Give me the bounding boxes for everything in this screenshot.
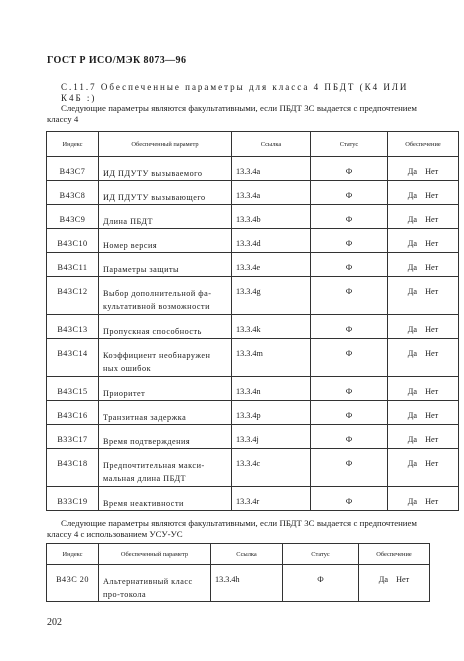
row-parameter: Номер версия: [99, 229, 232, 253]
row-reference: 13.3.4a: [232, 157, 311, 181]
row-status: Ф: [311, 205, 388, 229]
table-row: [47, 181, 459, 205]
table-row: [47, 157, 459, 181]
row-index: В43С13: [47, 315, 99, 339]
table-header-row: [47, 544, 430, 565]
row-index: В43С9: [47, 205, 99, 229]
row-support: Да Нет: [388, 229, 459, 253]
row-index: В43С7: [47, 157, 99, 181]
row-parameter: Время подтверждения: [99, 425, 232, 449]
row-reference: 13.3.4b: [232, 205, 311, 229]
row-status: Ф: [311, 449, 388, 487]
table-row: [47, 253, 459, 277]
section-title: C.11.7 Обеспеченные параметры для класса 4 ПБДТ (К4 ИЛИ К4Б :): [61, 82, 409, 103]
row-status: Ф: [311, 229, 388, 253]
row-support: Да Нет: [388, 377, 459, 401]
header-ref: Ссылка: [232, 132, 311, 157]
parameters-table-1: [46, 131, 459, 511]
row-support: Да Нет: [388, 315, 459, 339]
row-reference: 13.3.4r: [232, 487, 311, 511]
row-index: В43С 20: [47, 565, 99, 602]
table-row: [47, 487, 459, 511]
row-support: Да Нет: [388, 449, 459, 487]
row-status: Ф: [311, 157, 388, 181]
row-support: Да Нет: [388, 487, 459, 511]
row-status: Ф: [311, 315, 388, 339]
row-status: Ф: [311, 339, 388, 377]
row-index: В43С12: [47, 277, 99, 315]
row-support: Да Нет: [388, 181, 459, 205]
row-parameter: ИД ПДУТУ вызываемого: [99, 157, 232, 181]
table-row: [47, 229, 459, 253]
row-parameter: Коэффициент необнаружен ных ошибок: [99, 339, 232, 377]
row-support: Да Нет: [388, 205, 459, 229]
header-status: Статус: [311, 132, 388, 157]
row-support: Да Нет: [388, 277, 459, 315]
row-index: В43С10: [47, 229, 99, 253]
table-row: [47, 377, 459, 401]
table-row: [47, 449, 459, 487]
row-parameter: Альтернативный класс про-токола: [99, 565, 211, 602]
parameters-table-2: [46, 543, 430, 602]
header-param: Обеспеченный параметр: [99, 132, 232, 157]
header-support: Обеспечение: [359, 544, 430, 565]
table-row: [47, 565, 430, 602]
row-parameter: Транзитная задержка: [99, 401, 232, 425]
row-index: В33С19: [47, 487, 99, 511]
row-support: Да Нет: [388, 157, 459, 181]
row-parameter: Длина ПБДТ: [99, 205, 232, 229]
table-row: [47, 401, 459, 425]
row-index: В43С18: [47, 449, 99, 487]
page-number: 202: [47, 617, 62, 628]
row-parameter: Время неактивности: [99, 487, 232, 511]
row-index: В43С8: [47, 181, 99, 205]
row-status: Ф: [283, 565, 359, 602]
row-status: Ф: [311, 277, 388, 315]
intro-paragraph-1: Следующие параметры являются факультативными, если ПБДТ 3С выдается с предпочтением классу 4: [47, 103, 417, 124]
row-parameter: Параметры защиты: [99, 253, 232, 277]
header-ref: Ссылка: [211, 544, 283, 565]
row-reference: 13.3.4k: [232, 315, 311, 339]
row-status: Ф: [311, 487, 388, 511]
row-status: Ф: [311, 253, 388, 277]
row-support: Да Нет: [388, 425, 459, 449]
table-row: [47, 315, 459, 339]
header-support: Обеспечение: [388, 132, 459, 157]
row-status: Ф: [311, 425, 388, 449]
header-param: Обеспеченный параметр: [99, 544, 211, 565]
row-reference: 13.3.4m: [232, 339, 311, 377]
row-parameter: Пропускная способность: [99, 315, 232, 339]
row-reference: 13.3.4c: [232, 449, 311, 487]
table-row: [47, 425, 459, 449]
row-support: Да Нет: [388, 401, 459, 425]
row-index: В33С17: [47, 425, 99, 449]
table-row: [47, 339, 459, 377]
header-index: Индекс: [47, 544, 99, 565]
row-parameter: Предпочтительная макси-мальная длина ПБДТ: [99, 449, 232, 487]
row-support: Да Нет: [388, 253, 459, 277]
row-status: Ф: [311, 377, 388, 401]
table-row: [47, 277, 459, 315]
header-status: Статус: [283, 544, 359, 565]
intro-paragraph-2: Следующие параметры являются факультативными, если ПБДТ 3С выдается с предпочтением классу 4 с использованием УСУ-УС: [47, 518, 417, 539]
row-parameter: Выбор дополнительной фа-культативной возможности: [99, 277, 232, 315]
row-reference: 13.3.4j: [232, 425, 311, 449]
table-header-row: [47, 132, 459, 157]
row-parameter: ИД ПДУТУ вызывающего: [99, 181, 232, 205]
row-reference: 13.3.4d: [232, 229, 311, 253]
row-index: В43С15: [47, 377, 99, 401]
row-parameter: Приоритет: [99, 377, 232, 401]
row-reference: 13.3.4g: [232, 277, 311, 315]
row-reference: 13.3.4n: [232, 377, 311, 401]
table-row: [47, 205, 459, 229]
row-status: Ф: [311, 181, 388, 205]
row-reference: 13.3.4e: [232, 253, 311, 277]
row-support: Да Нет: [359, 565, 430, 602]
row-reference: 13.3.4h: [211, 565, 283, 602]
row-status: Ф: [311, 401, 388, 425]
row-support: Да Нет: [388, 339, 459, 377]
row-index: В43С11: [47, 253, 99, 277]
page-header: ГОСТ Р ИСО/МЭК 8073—96: [47, 55, 187, 66]
row-index: В43С16: [47, 401, 99, 425]
row-reference: 13.3.4a: [232, 181, 311, 205]
row-reference: 13.3.4p: [232, 401, 311, 425]
header-index: Индекс: [47, 132, 99, 157]
row-index: В43С14: [47, 339, 99, 377]
